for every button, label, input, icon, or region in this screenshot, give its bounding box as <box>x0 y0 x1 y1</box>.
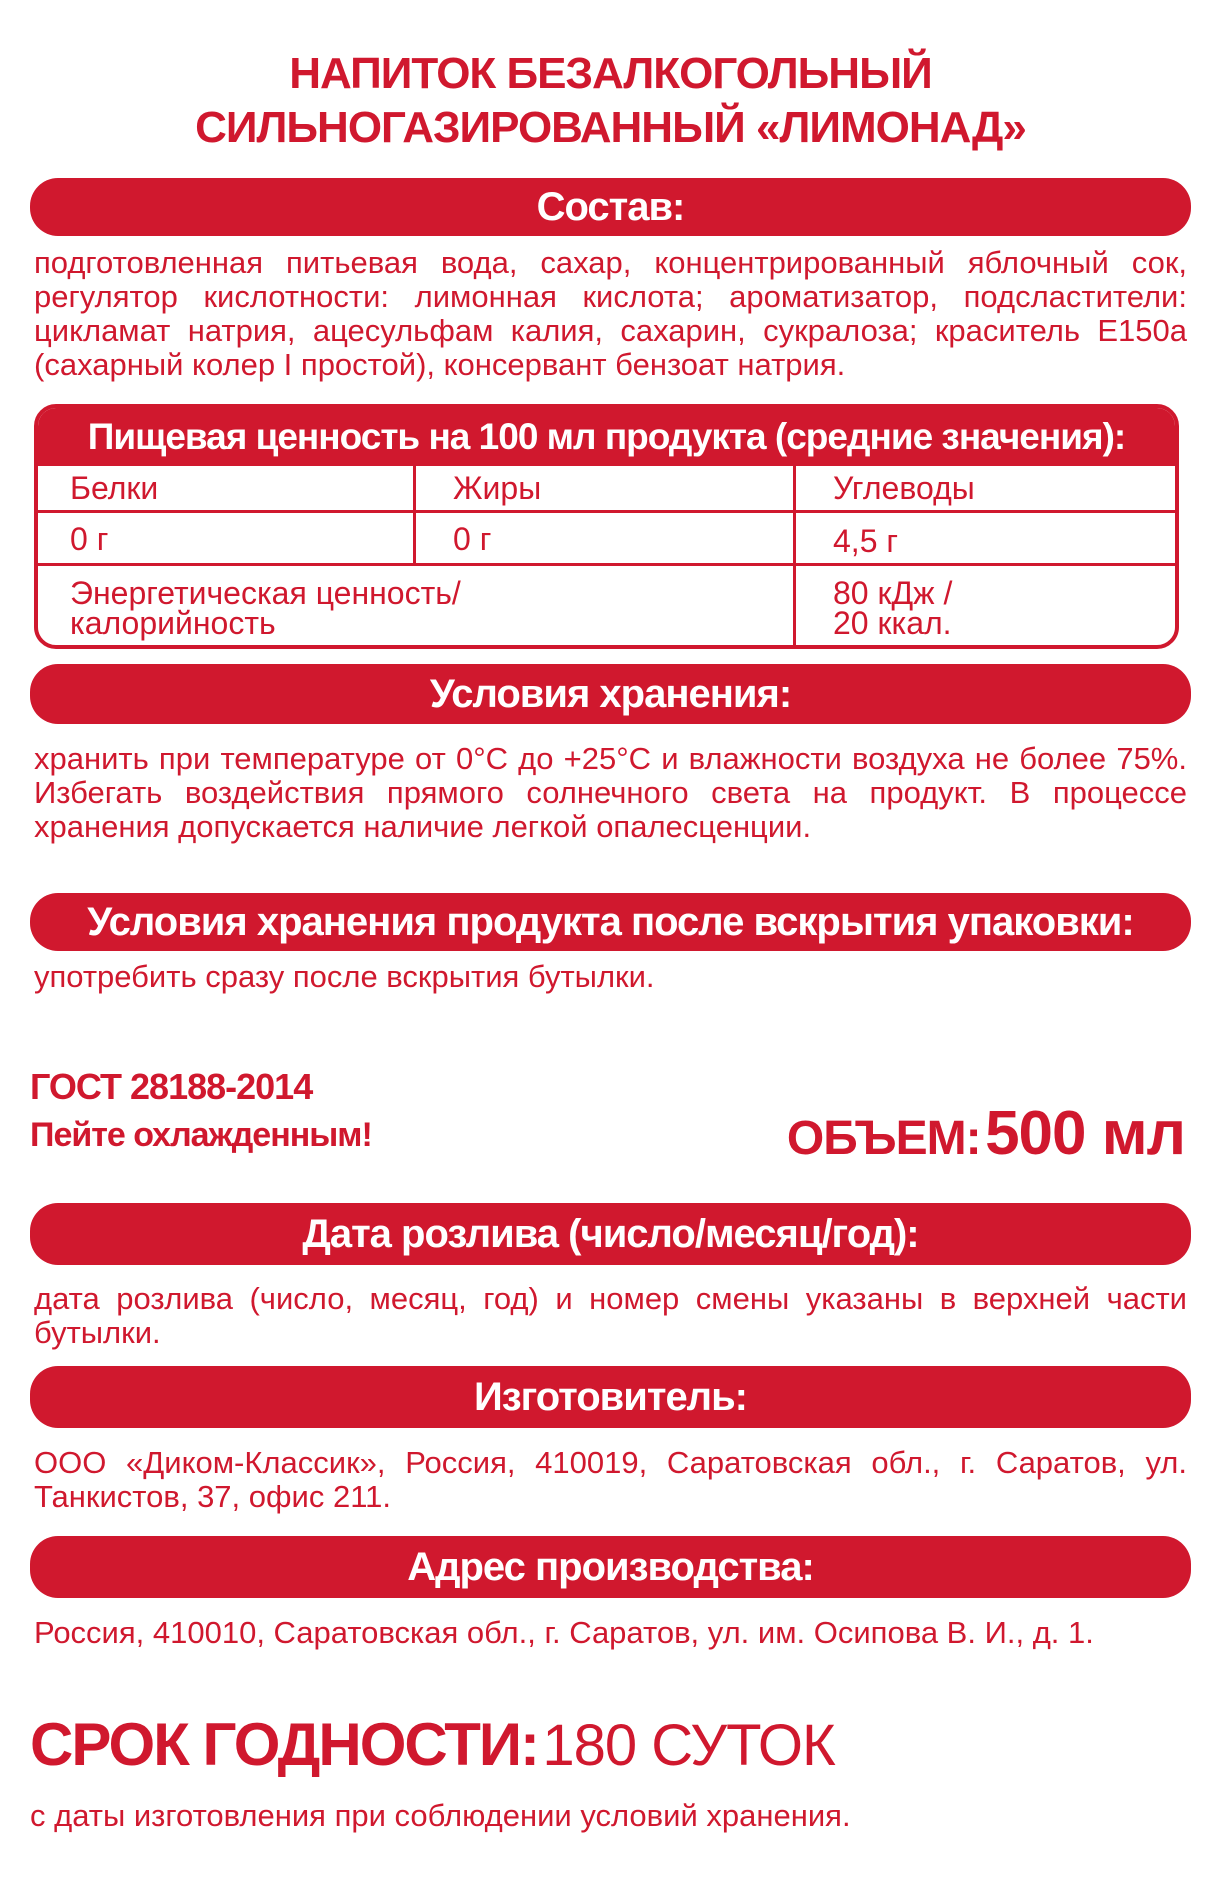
energy-value-line-1: 80 кДж / <box>833 575 953 611</box>
serve-chilled-note: Пейте охлажденным! <box>30 1116 372 1154</box>
energy-label-line-2: калорийность <box>70 605 276 641</box>
carbs-label: Углеводы <box>833 470 975 506</box>
nutrition-col-divider-2 <box>793 466 796 649</box>
shelf-life-label: СРОК ГОДНОСТИ: <box>30 1711 538 1778</box>
product-title-line-2: СИЛЬНОГАЗИРОВАННЫЙ «ЛИМОНАД» <box>195 103 1026 152</box>
fat-value: 0 г <box>453 521 492 557</box>
bottling-date-heading: Дата розлива (число/месяц/год): <box>30 1203 1191 1265</box>
storage-heading: Условия хранения: <box>30 664 1191 724</box>
nutrition-heading: Пищевая ценность на 100 мл продукта (средние значения): <box>38 408 1175 466</box>
after-opening-text: употребить сразу после вскрытия бутылки. <box>34 959 655 994</box>
composition-heading: Состав: <box>30 178 1191 236</box>
bottling-date-text: дата розлива (число, месяц, год) и номер смены указаны в верхней части бутылки. <box>34 1281 1187 1350</box>
after-opening-heading: Условия хранения продукта после вскрытия упаковки: <box>30 893 1191 951</box>
manufacturer-heading: Изготовитель: <box>30 1366 1191 1428</box>
fat-label: Жиры <box>453 470 542 506</box>
nutrition-col-divider-1 <box>413 466 416 563</box>
manufacturer-text: ООО «Диком-Классик», Россия, 410019, Саратовская обл., г. Саратов, ул. Танкистов, 37, офис 211. <box>34 1445 1187 1514</box>
production-address-text: Россия, 410010, Саратовская обл., г. Саратов, ул. им. Осипова В. И., д. 1. <box>34 1615 1094 1650</box>
energy-value-line-2: 20 ккал. <box>833 605 952 641</box>
storage-text: хранить при температуре от 0°С до +25°С и влажности воздуха не более 75%. Избегать воздействия прямого солнечного света на продукт. В процессе хранения допускается наличие легкой опалесценции. <box>34 741 1187 844</box>
volume-label: ОБЪЕМ: <box>786 1112 981 1165</box>
nutrition-row-divider-1 <box>38 510 1175 513</box>
shelf-life-value: 180 СУТОК <box>542 1713 835 1778</box>
production-address-heading: Адрес производства: <box>30 1536 1191 1598</box>
volume <box>787 1098 1185 1169</box>
nutrition-table <box>34 404 1179 649</box>
gost-standard: ГОСТ 28188-2014 <box>30 1066 313 1107</box>
protein-value: 0 г <box>70 521 109 557</box>
product-title-line-1: НАПИТОК БЕЗАЛКОГОЛЬНЫЙ <box>289 49 932 98</box>
protein-label: Белки <box>70 470 159 506</box>
carbs-value: 4,5 г <box>833 523 899 559</box>
composition-text: подготовленная питьевая вода, сахар, концентрированный яблочный сок, регулятор кислотности: лимонная кислота; ароматизатор, подсластители: цикламат натрия, ацесульфам калия, сахарин, сукралоза; краситель Е150а (сахарный колер I простой), консервант бензоат натрия. <box>34 245 1187 382</box>
shelf-life-note: с даты изготовления при соблюдении условий хранения. <box>30 1798 851 1833</box>
volume-value: 500 мл <box>985 1099 1185 1168</box>
nutrition-row-divider-2 <box>38 563 1175 566</box>
shelf-life <box>30 1710 835 1779</box>
energy-label-line-1: Энергетическая ценность/ <box>70 575 461 611</box>
